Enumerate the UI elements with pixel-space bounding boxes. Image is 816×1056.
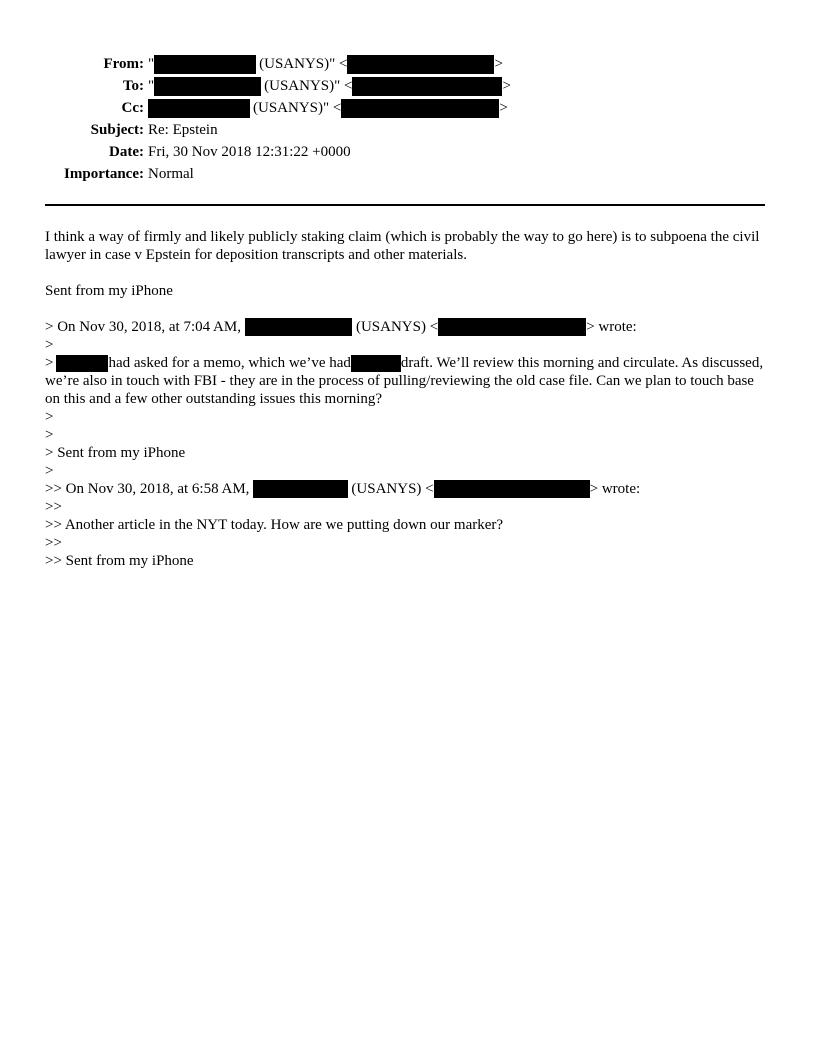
email-body [45, 228, 770, 570]
from-row [0, 53, 816, 75]
redaction-bar [154, 77, 261, 96]
from-suffix: (USANYS)" < [259, 56, 348, 72]
quote2-attribution [45, 480, 770, 498]
from-value [148, 53, 503, 75]
quote-marker: >> [45, 499, 62, 516]
quote1-paragraph [45, 354, 770, 408]
quote1-signature: > Sent from my iPhone [45, 445, 186, 462]
redaction-bar [154, 55, 256, 74]
to-suffix: (USANYS)" < [264, 78, 353, 94]
quote2-mid: (USANYS) < [351, 481, 434, 498]
importance-row [0, 163, 816, 185]
quote1-prefix: > On Nov 30, 2018, at 7:04 AM, [45, 319, 241, 335]
date-row [0, 141, 816, 163]
quote1-end: > wrote: [586, 319, 637, 335]
importance-label: Importance: [64, 166, 144, 182]
importance-value: Normal [148, 166, 194, 182]
subject-label: Subject: [90, 122, 144, 138]
date-value: Fri, 30 Nov 2018 12:31:22 +0000 [148, 144, 351, 160]
quote2-end: > wrote: [589, 481, 641, 498]
cc-row [0, 97, 816, 119]
cc-close: > [499, 100, 508, 116]
blank-line [45, 300, 770, 318]
redaction-bar [438, 318, 586, 336]
quote2-text: >> Another article in the NYT today. How are we putting down our marker? [45, 517, 504, 534]
quote-marker: > [45, 463, 54, 480]
quote2-prefix: >> On Nov 30, 2018, at 6:58 AM, [45, 481, 250, 498]
header-divider [45, 204, 765, 206]
redaction-bar [351, 355, 401, 372]
quote-marker: > [45, 337, 54, 353]
quote-marker: >> [45, 535, 62, 552]
from-label: From: [103, 56, 144, 72]
quote-marker: > [45, 355, 54, 371]
to-open-quote: " [148, 78, 155, 94]
redaction-bar [245, 318, 352, 336]
quote1-mid: (USANYS) < [355, 319, 439, 335]
redaction-bar [434, 480, 590, 498]
blank-line [45, 264, 770, 282]
to-row [0, 75, 816, 97]
subject-row [0, 119, 816, 141]
to-close: > [502, 78, 511, 94]
cc-label: Cc: [121, 100, 144, 116]
redaction-bar [253, 480, 348, 498]
redaction-bar [341, 99, 499, 118]
quote-marker: > [45, 427, 54, 444]
quote1-text-a: had asked for a memo, which we’ve had [108, 355, 351, 371]
redaction-bar [148, 99, 250, 118]
redaction-bar [56, 355, 108, 372]
from-close: > [494, 56, 503, 72]
from-open-quote: " [148, 56, 155, 72]
quote1-attribution [45, 318, 770, 336]
signature: Sent from my iPhone [45, 283, 173, 299]
to-value [148, 75, 511, 97]
date-label: Date: [109, 144, 144, 160]
cc-suffix: (USANYS)" < [253, 100, 342, 116]
redaction-bar [352, 77, 502, 96]
body-paragraph: I think a way of firmly and likely publicly staking claim (which is probably the way to go here) is to subpoena the civil lawyer in case v Epstein for deposition transcripts and other materials. [45, 229, 760, 263]
to-label: To: [122, 78, 144, 94]
subject-value: Re: Epstein [148, 122, 218, 138]
cc-value [148, 97, 508, 119]
email-header [0, 53, 816, 185]
redaction-bar [347, 55, 494, 74]
quote-marker: > [45, 409, 54, 426]
quote2-signature: >> Sent from my iPhone [45, 553, 194, 570]
quote1-text-b: draft. We’ll review this morning and circulate. As discussed, we’re also in touch with FBI - they are in the process of pulling/reviewing the old case file. Can we plan to touch base on this and a few other outstanding issues this morning? [45, 355, 764, 408]
